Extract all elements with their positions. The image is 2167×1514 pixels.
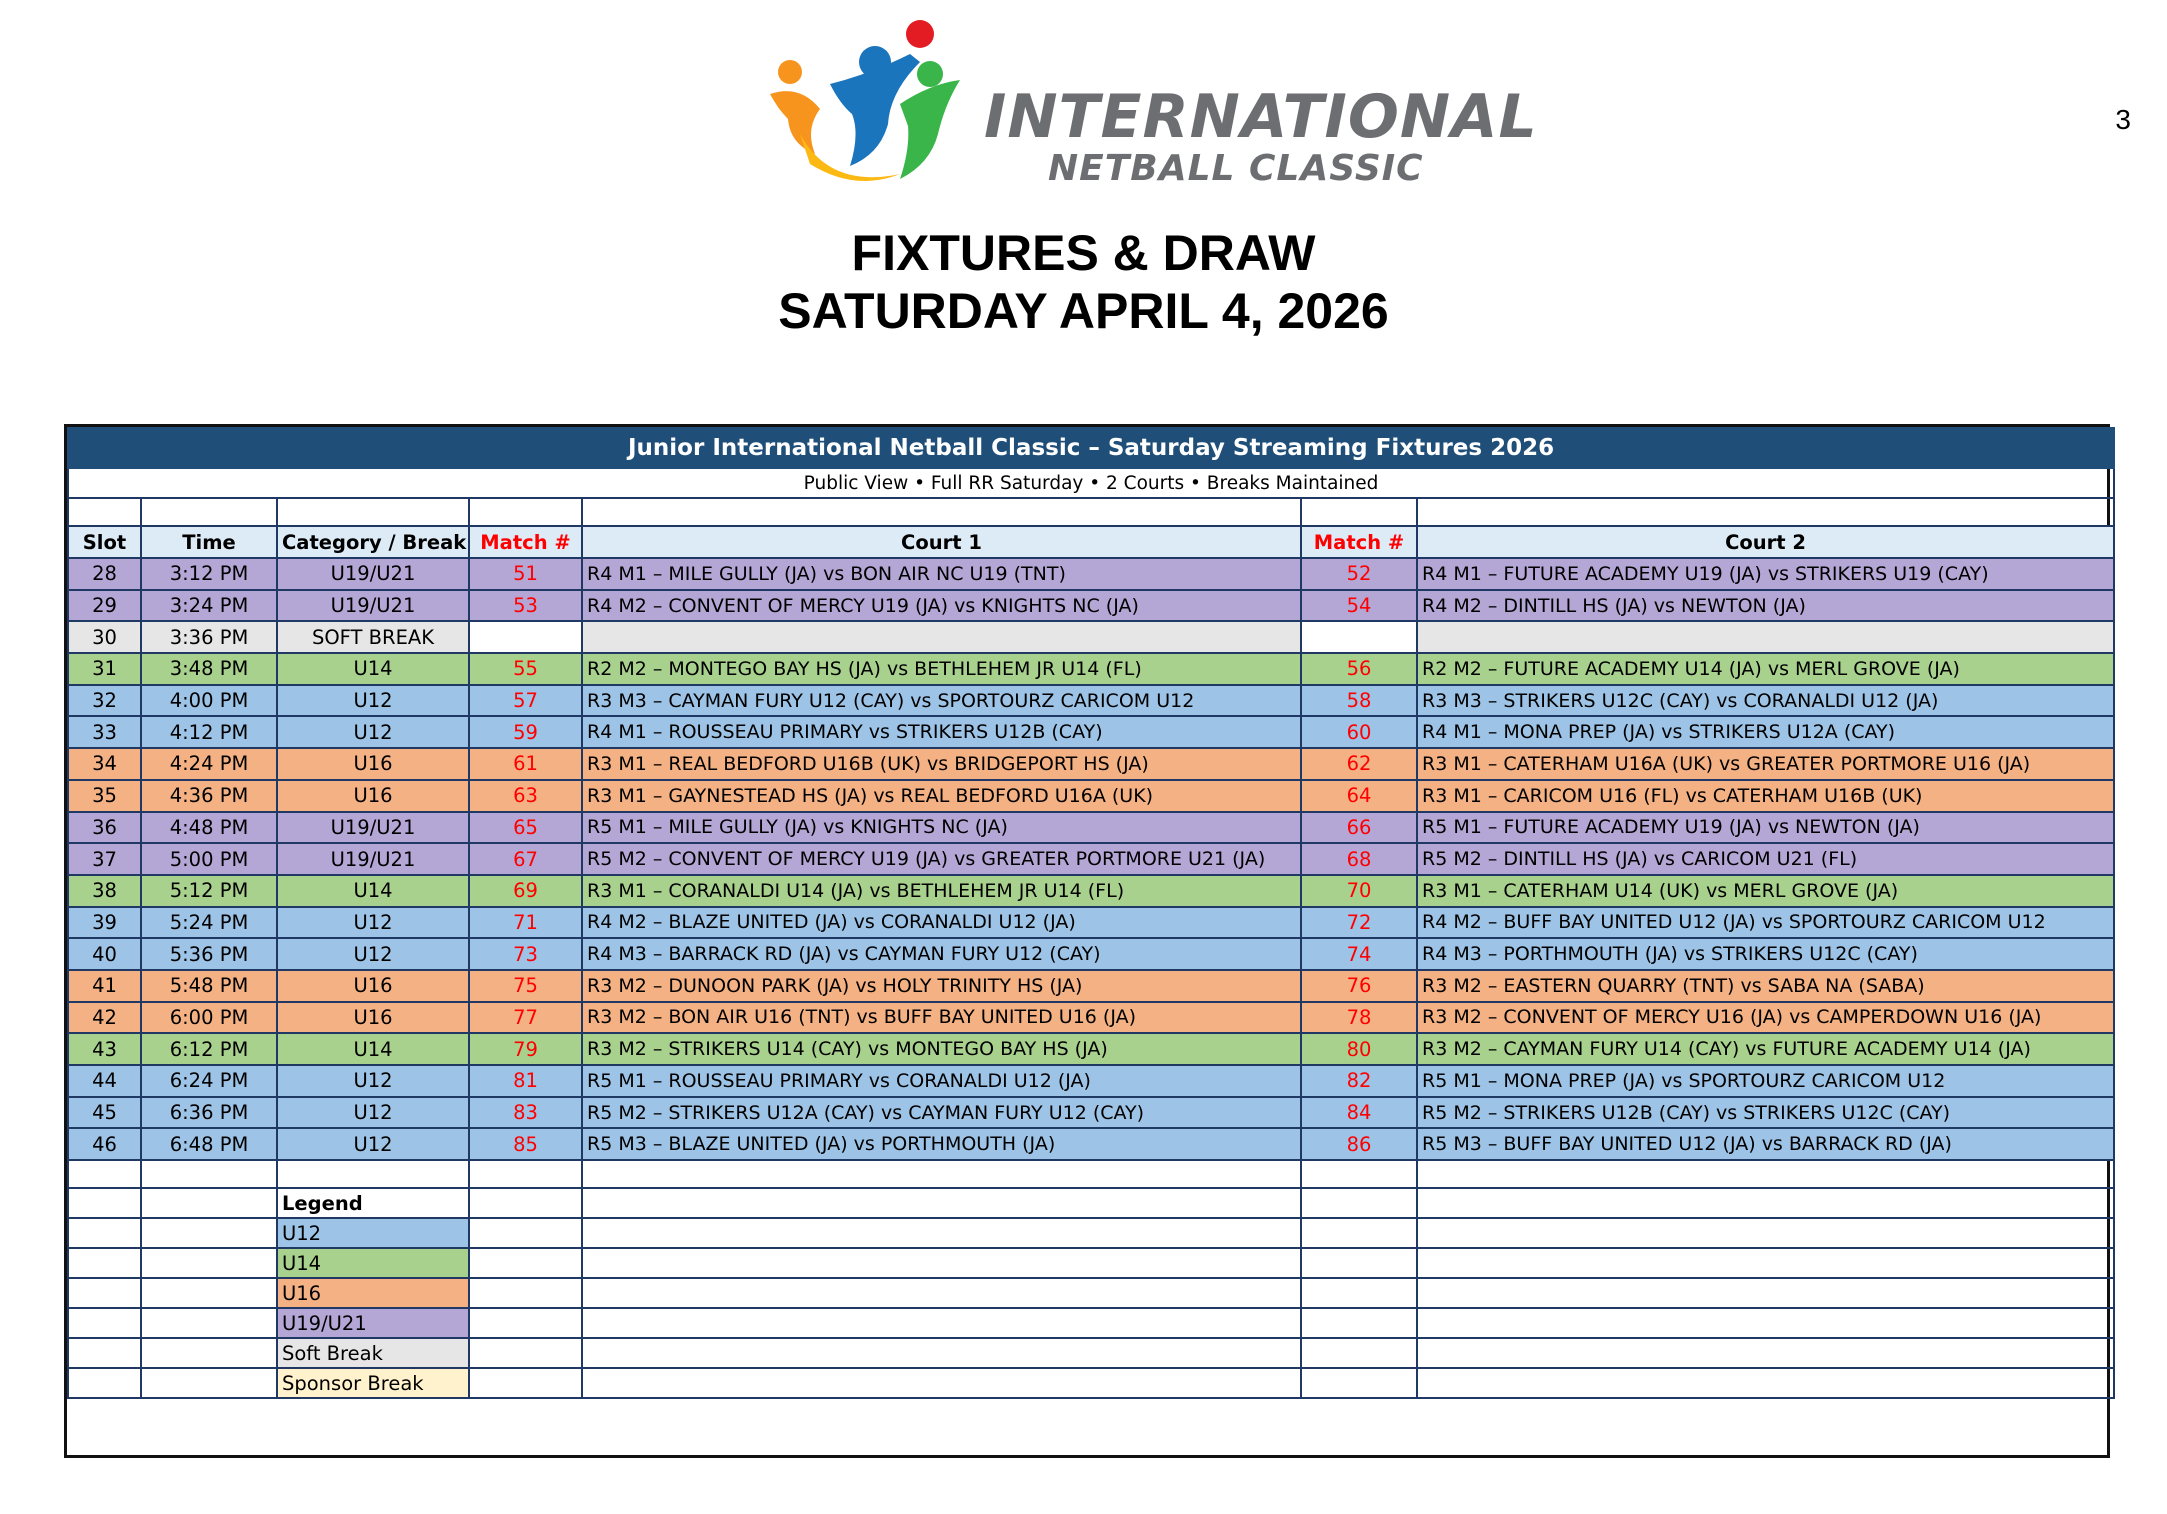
fixture-court-1: R4 M1 – ROUSSEAU PRIMARY vs STRIKERS U12B (CAY) xyxy=(582,716,1301,748)
fixture-court-1: R3 M1 – REAL BEDFORD U16B (UK) vs BRIDGEPORT HS (JA) xyxy=(582,748,1301,780)
logo xyxy=(760,14,1538,192)
fixture-court-1: R2 M2 – MONTEGO BAY HS (JA) vs BETHLEHEM JR U14 (FL) xyxy=(582,653,1301,685)
category-cell: U12 xyxy=(277,938,469,970)
time-cell: 4:48 PM xyxy=(141,812,277,844)
match-number-court-2: 68 xyxy=(1301,843,1417,875)
fixture-court-2: R4 M2 – BUFF BAY UNITED U12 (JA) vs SPORTOURZ CARICOM U12 xyxy=(1417,907,2114,939)
slot-cell: 36 xyxy=(68,812,141,844)
match-number-court-1: 71 xyxy=(469,907,582,939)
fixture-court-1: R5 M2 – STRIKERS U12A (CAY) vs CAYMAN FURY U12 (CAY) xyxy=(582,1097,1301,1129)
category-cell: U16 xyxy=(277,1002,469,1034)
header-match-2: Match # xyxy=(1301,526,1417,558)
header-match-1: Match # xyxy=(469,526,582,558)
table-header-row xyxy=(68,526,2114,558)
time-cell: 4:24 PM xyxy=(141,748,277,780)
header-court-2: Court 2 xyxy=(1417,526,2114,558)
match-number-court-2: 70 xyxy=(1301,875,1417,907)
table-row xyxy=(68,653,2114,685)
match-number-court-2: 74 xyxy=(1301,938,1417,970)
category-cell: U12 xyxy=(277,716,469,748)
fixture-court-2: R3 M2 – CAYMAN FURY U14 (CAY) vs FUTURE ACADEMY U14 (JA) xyxy=(1417,1033,2114,1065)
match-number-court-2: 54 xyxy=(1301,590,1417,622)
match-number-court-1: 85 xyxy=(469,1128,582,1160)
category-cell: U16 xyxy=(277,970,469,1002)
match-number-court-2: 52 xyxy=(1301,558,1417,590)
slot-cell: 28 xyxy=(68,558,141,590)
category-cell: U14 xyxy=(277,1033,469,1065)
match-number-court-2 xyxy=(1301,621,1417,653)
table-row xyxy=(68,1002,2114,1034)
time-cell: 5:48 PM xyxy=(141,970,277,1002)
fixture-court-1 xyxy=(582,621,1301,653)
table-row xyxy=(68,1065,2114,1097)
fixture-court-2: R4 M1 – MONA PREP (JA) vs STRIKERS U12A (CAY) xyxy=(1417,716,2114,748)
time-cell: 5:00 PM xyxy=(141,843,277,875)
table-row xyxy=(68,843,2114,875)
slot-cell: 40 xyxy=(68,938,141,970)
match-number-court-2: 86 xyxy=(1301,1128,1417,1160)
time-cell: 3:12 PM xyxy=(141,558,277,590)
time-cell: 3:36 PM xyxy=(141,621,277,653)
legend-item: Soft Break xyxy=(277,1338,469,1368)
fixture-court-1: R4 M2 – BLAZE UNITED (JA) vs CORANALDI U12 (JA) xyxy=(582,907,1301,939)
category-cell: U16 xyxy=(277,748,469,780)
match-number-court-2: 84 xyxy=(1301,1097,1417,1129)
table-row xyxy=(68,1097,2114,1129)
fixture-court-2: R4 M1 – FUTURE ACADEMY U19 (JA) vs STRIKERS U19 (CAY) xyxy=(1417,558,2114,590)
match-number-court-2: 60 xyxy=(1301,716,1417,748)
match-number-court-1 xyxy=(469,621,582,653)
table-row xyxy=(68,685,2114,717)
table-row xyxy=(68,907,2114,939)
match-number-court-1: 83 xyxy=(469,1097,582,1129)
table-row xyxy=(68,780,2114,812)
logo-text-international: INTERNATIONAL xyxy=(984,82,1538,152)
legend-row xyxy=(68,1218,2114,1248)
category-cell: U19/U21 xyxy=(277,812,469,844)
fixture-court-1: R3 M2 – STRIKERS U14 (CAY) vs MONTEGO BAY HS (JA) xyxy=(582,1033,1301,1065)
table-row xyxy=(68,875,2114,907)
table-row xyxy=(68,558,2114,590)
fixture-court-2: R3 M1 – CARICOM U16 (FL) vs CATERHAM U16B (UK) xyxy=(1417,780,2114,812)
fixture-court-2: R3 M1 – CATERHAM U14 (UK) vs MERL GROVE (JA) xyxy=(1417,875,2114,907)
fixture-court-1: R4 M1 – MILE GULLY (JA) vs BON AIR NC U19 (TNT) xyxy=(582,558,1301,590)
time-cell: 5:36 PM xyxy=(141,938,277,970)
netball-players-logo-icon xyxy=(760,14,990,192)
match-number-court-1: 65 xyxy=(469,812,582,844)
legend-row xyxy=(68,1278,2114,1308)
table-row xyxy=(68,938,2114,970)
legend-row xyxy=(68,1248,2114,1278)
time-cell: 6:36 PM xyxy=(141,1097,277,1129)
fixture-court-1: R5 M2 – CONVENT OF MERCY U19 (JA) vs GREATER PORTMORE U21 (JA) xyxy=(582,843,1301,875)
time-cell: 4:00 PM xyxy=(141,685,277,717)
category-cell: U12 xyxy=(277,1065,469,1097)
fixture-court-2: R4 M3 – PORTHMOUTH (JA) vs STRIKERS U12C (CAY) xyxy=(1417,938,2114,970)
slot-cell: 30 xyxy=(68,621,141,653)
header-slot: Slot xyxy=(68,526,141,558)
fixture-court-2 xyxy=(1417,621,2114,653)
time-cell: 6:12 PM xyxy=(141,1033,277,1065)
slot-cell: 46 xyxy=(68,1128,141,1160)
legend-row xyxy=(68,1368,2114,1398)
category-cell: U14 xyxy=(277,875,469,907)
fixture-court-2: R5 M1 – MONA PREP (JA) vs SPORTOURZ CARICOM U12 xyxy=(1417,1065,2114,1097)
fixture-court-2: R5 M2 – DINTILL HS (JA) vs CARICOM U21 (FL) xyxy=(1417,843,2114,875)
slot-cell: 43 xyxy=(68,1033,141,1065)
fixture-court-2: R3 M3 – STRIKERS U12C (CAY) vs CORANALDI U12 (JA) xyxy=(1417,685,2114,717)
category-cell: U19/U21 xyxy=(277,558,469,590)
table-row xyxy=(68,748,2114,780)
page-title: FIXTURES & DRAW xyxy=(851,225,1316,281)
slot-cell: 31 xyxy=(68,653,141,685)
match-number-court-1: 79 xyxy=(469,1033,582,1065)
slot-cell: 41 xyxy=(68,970,141,1002)
slot-cell: 35 xyxy=(68,780,141,812)
time-cell: 3:48 PM xyxy=(141,653,277,685)
category-cell: U19/U21 xyxy=(277,590,469,622)
table-row xyxy=(68,1033,2114,1065)
legend-item: U19/U21 xyxy=(277,1308,469,1338)
header-court-1: Court 1 xyxy=(582,526,1301,558)
fixture-court-1: R3 M1 – CORANALDI U14 (JA) vs BETHLEHEM JR U14 (FL) xyxy=(582,875,1301,907)
category-cell: U12 xyxy=(277,685,469,717)
fixture-court-1: R3 M1 – GAYNESTEAD HS (JA) vs REAL BEDFORD U16A (UK) xyxy=(582,780,1301,812)
fixture-court-1: R3 M2 – DUNOON PARK (JA) vs HOLY TRINITY HS (JA) xyxy=(582,970,1301,1002)
slot-cell: 45 xyxy=(68,1097,141,1129)
fixture-court-2: R3 M2 – CONVENT OF MERCY U16 (JA) vs CAMPERDOWN U16 (JA) xyxy=(1417,1002,2114,1034)
slot-cell: 29 xyxy=(68,590,141,622)
match-number-court-1: 75 xyxy=(469,970,582,1002)
match-number-court-2: 78 xyxy=(1301,1002,1417,1034)
category-cell: U12 xyxy=(277,1128,469,1160)
match-number-court-2: 64 xyxy=(1301,780,1417,812)
match-number-court-2: 56 xyxy=(1301,653,1417,685)
table-row xyxy=(68,621,2114,653)
match-number-court-2: 62 xyxy=(1301,748,1417,780)
fixture-court-1: R5 M1 – MILE GULLY (JA) vs KNIGHTS NC (JA) xyxy=(582,812,1301,844)
category-cell: U16 xyxy=(277,780,469,812)
match-number-court-2: 58 xyxy=(1301,685,1417,717)
legend-item: U16 xyxy=(277,1278,469,1308)
time-cell: 6:24 PM xyxy=(141,1065,277,1097)
header-time: Time xyxy=(141,526,277,558)
fixture-court-1: R3 M3 – CAYMAN FURY U12 (CAY) vs SPORTOURZ CARICOM U12 xyxy=(582,685,1301,717)
table-row xyxy=(68,590,2114,622)
match-number-court-2: 66 xyxy=(1301,812,1417,844)
time-cell: 5:12 PM xyxy=(141,875,277,907)
fixture-court-2: R2 M2 – FUTURE ACADEMY U14 (JA) vs MERL GROVE (JA) xyxy=(1417,653,2114,685)
time-cell: 4:36 PM xyxy=(141,780,277,812)
match-number-court-1: 63 xyxy=(469,780,582,812)
match-number-court-1: 59 xyxy=(469,716,582,748)
table-title: Junior International Netball Classic – Saturday Streaming Fixtures 2026 xyxy=(68,428,2114,468)
fixtures-table xyxy=(64,424,2110,1458)
match-number-court-1: 77 xyxy=(469,1002,582,1034)
table-row xyxy=(68,970,2114,1002)
page-date: SATURDAY APRIL 4, 2026 xyxy=(778,283,1389,339)
match-number-court-1: 57 xyxy=(469,685,582,717)
time-cell: 4:12 PM xyxy=(141,716,277,748)
match-number-court-1: 67 xyxy=(469,843,582,875)
slot-cell: 38 xyxy=(68,875,141,907)
logo-text-netball-classic: NETBALL CLASSIC xyxy=(1048,148,1424,189)
table-row xyxy=(68,716,2114,748)
slot-cell: 44 xyxy=(68,1065,141,1097)
fixture-court-2: R4 M2 – DINTILL HS (JA) vs NEWTON (JA) xyxy=(1417,590,2114,622)
match-number-court-1: 73 xyxy=(469,938,582,970)
time-cell: 5:24 PM xyxy=(141,907,277,939)
category-cell: U12 xyxy=(277,1097,469,1129)
fixture-court-1: R4 M2 – CONVENT OF MERCY U19 (JA) vs KNIGHTS NC (JA) xyxy=(582,590,1301,622)
legend-item: U12 xyxy=(277,1218,469,1248)
match-number-court-2: 82 xyxy=(1301,1065,1417,1097)
slot-cell: 32 xyxy=(68,685,141,717)
match-number-court-2: 72 xyxy=(1301,907,1417,939)
time-cell: 6:00 PM xyxy=(141,1002,277,1034)
legend-title: Legend xyxy=(277,1188,469,1218)
match-number-court-1: 69 xyxy=(469,875,582,907)
category-cell: U19/U21 xyxy=(277,843,469,875)
fixture-court-1: R3 M2 – BON AIR U16 (TNT) vs BUFF BAY UNITED U16 (JA) xyxy=(582,1002,1301,1034)
table-row xyxy=(68,812,2114,844)
slot-cell: 37 xyxy=(68,843,141,875)
legend-item: U14 xyxy=(277,1248,469,1278)
slot-cell: 42 xyxy=(68,1002,141,1034)
fixture-court-2: R5 M2 – STRIKERS U12B (CAY) vs STRIKERS U12C (CAY) xyxy=(1417,1097,2114,1129)
slot-cell: 34 xyxy=(68,748,141,780)
time-cell: 6:48 PM xyxy=(141,1128,277,1160)
legend-row xyxy=(68,1308,2114,1338)
table-subtitle: Public View • Full RR Saturday • 2 Courts • Breaks Maintained xyxy=(68,468,2114,498)
match-number-court-1: 51 xyxy=(469,558,582,590)
slot-cell: 33 xyxy=(68,716,141,748)
match-number-court-2: 76 xyxy=(1301,970,1417,1002)
slot-cell: 39 xyxy=(68,907,141,939)
match-number-court-1: 53 xyxy=(469,590,582,622)
match-number-court-1: 61 xyxy=(469,748,582,780)
legend-item: Sponsor Break xyxy=(277,1368,469,1398)
fixture-court-2: R3 M1 – CATERHAM U16A (UK) vs GREATER PORTMORE U16 (JA) xyxy=(1417,748,2114,780)
category-cell: U12 xyxy=(277,907,469,939)
category-cell: U14 xyxy=(277,653,469,685)
header-category: Category / Break xyxy=(277,526,469,558)
legend-row xyxy=(68,1338,2114,1368)
match-number-court-1: 81 xyxy=(469,1065,582,1097)
page-number: 3 xyxy=(2115,104,2131,135)
category-cell: SOFT BREAK xyxy=(277,621,469,653)
fixture-court-2: R3 M2 – EASTERN QUARRY (TNT) vs SABA NA (SABA) xyxy=(1417,970,2114,1002)
time-cell: 3:24 PM xyxy=(141,590,277,622)
fixture-court-1: R5 M3 – BLAZE UNITED (JA) vs PORTHMOUTH (JA) xyxy=(582,1128,1301,1160)
legend-row xyxy=(68,1188,2114,1218)
table-row xyxy=(68,1128,2114,1160)
fixture-court-2: R5 M3 – BUFF BAY UNITED U12 (JA) vs BARRACK RD (JA) xyxy=(1417,1128,2114,1160)
fixture-court-2: R5 M1 – FUTURE ACADEMY U19 (JA) vs NEWTON (JA) xyxy=(1417,812,2114,844)
fixture-court-1: R5 M1 – ROUSSEAU PRIMARY vs CORANALDI U12 (JA) xyxy=(582,1065,1301,1097)
fixture-court-1: R4 M3 – BARRACK RD (JA) vs CAYMAN FURY U12 (CAY) xyxy=(582,938,1301,970)
match-number-court-1: 55 xyxy=(469,653,582,685)
match-number-court-2: 80 xyxy=(1301,1033,1417,1065)
